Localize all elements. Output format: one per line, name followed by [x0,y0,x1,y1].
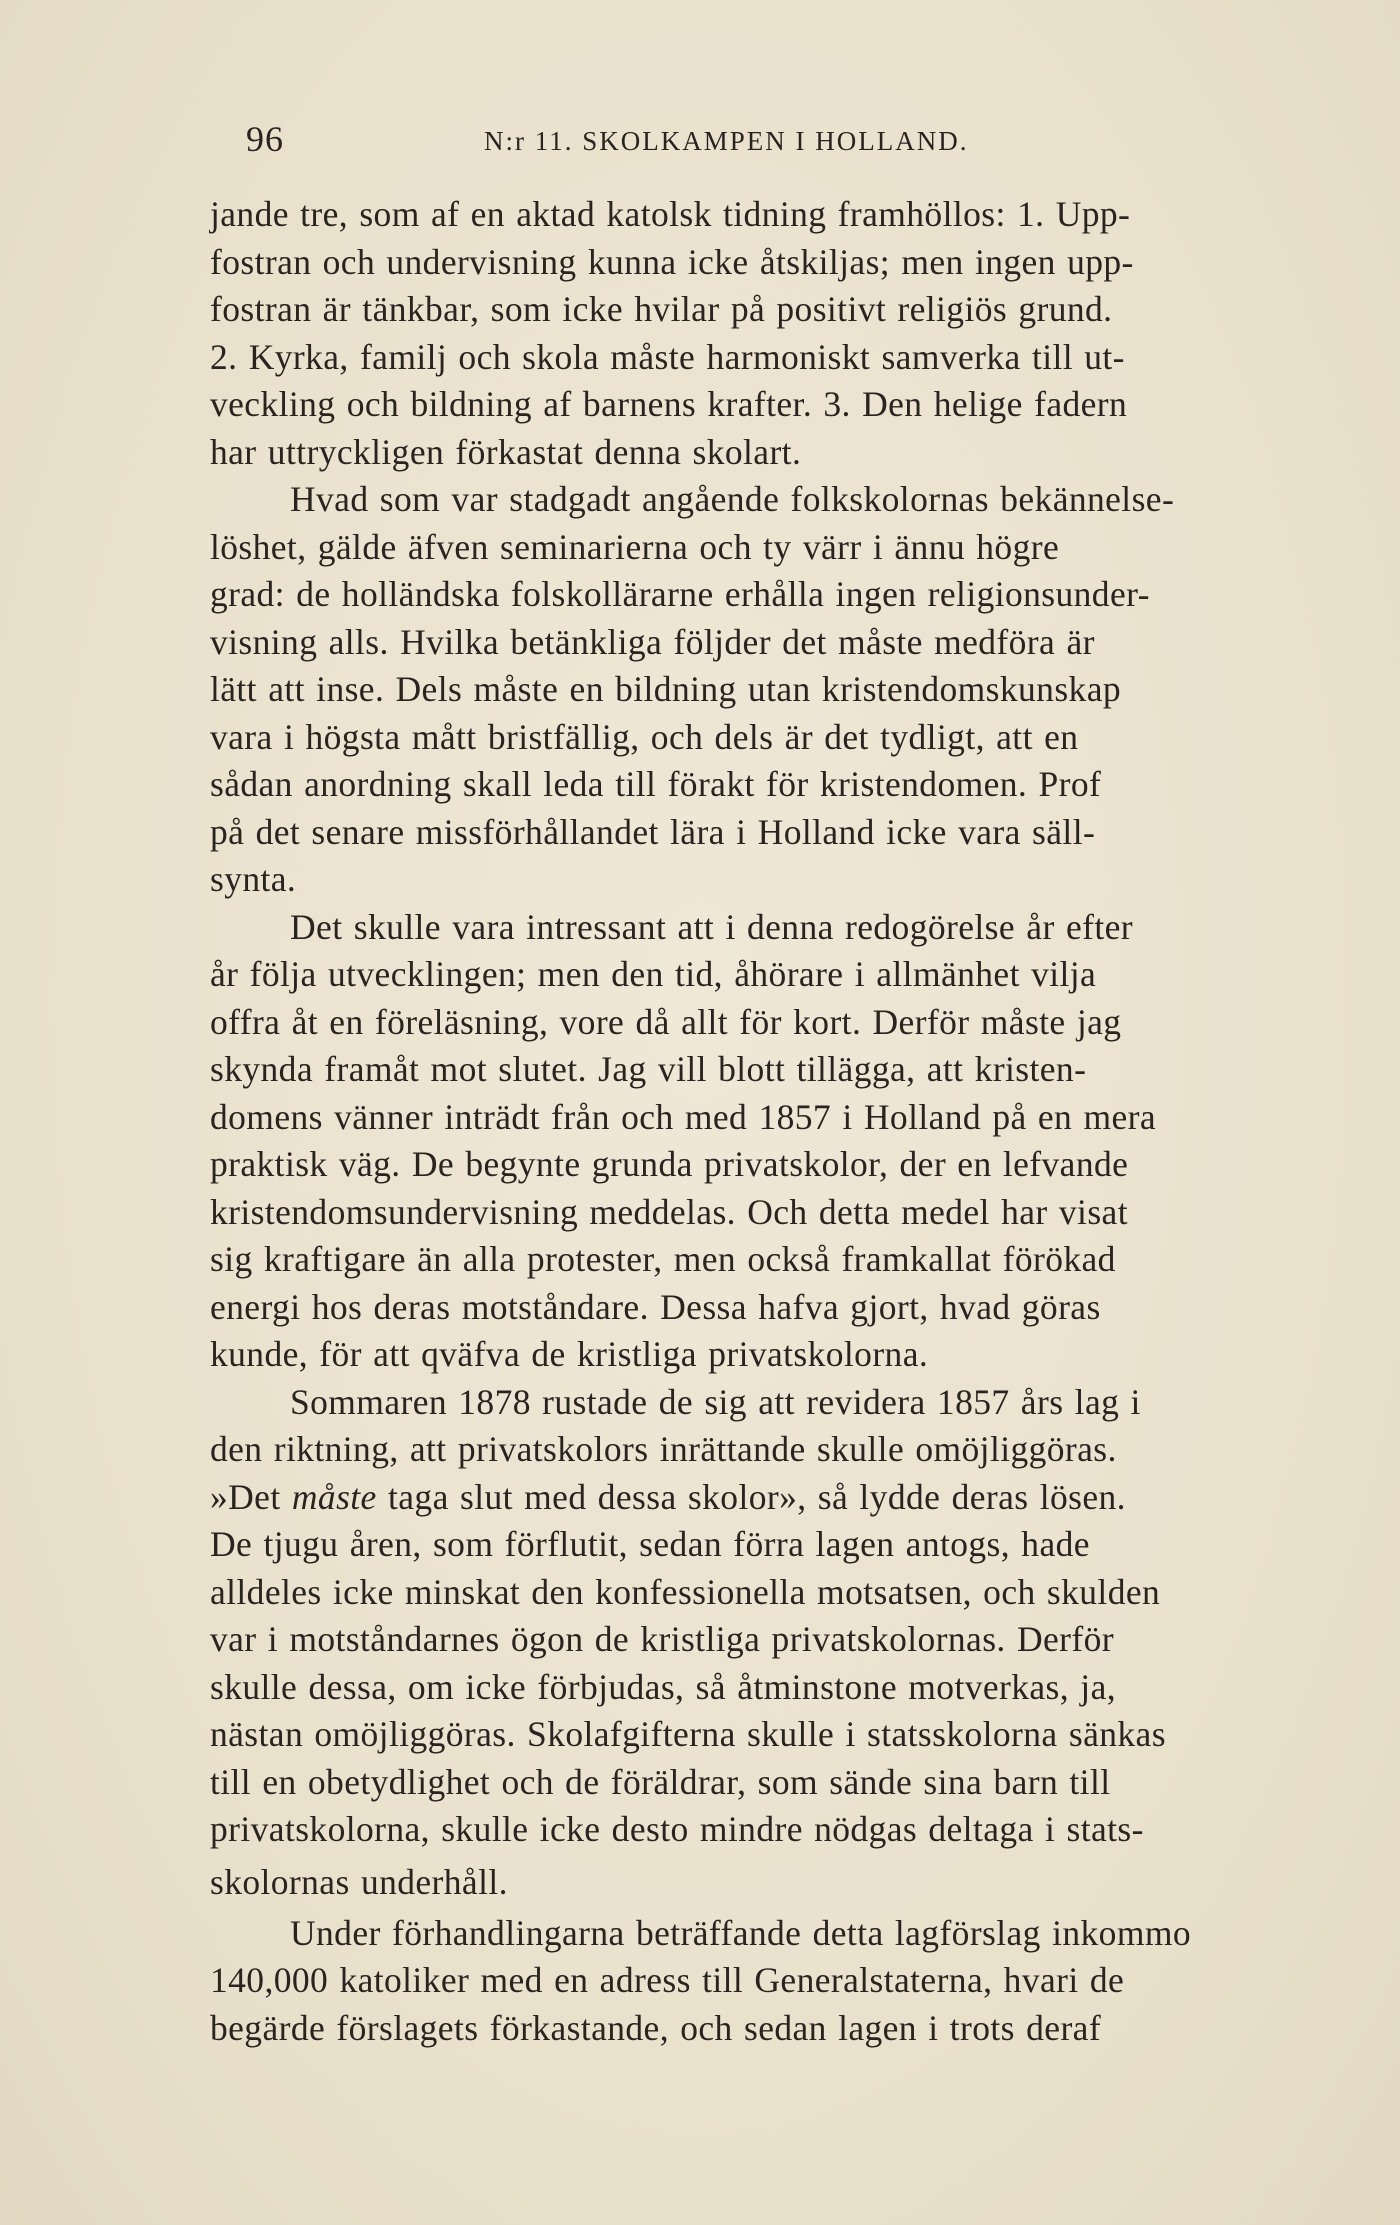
text-line: lätt att inse. Dels måste en bildning utan kristendomskunskap [210,669,1121,709]
text-line: kristendomsundervisning meddelas. Och detta medel har visat [210,1191,1128,1232]
text-line: visning alls. Hvilka betänkliga följder det måste medföra är [210,621,1095,662]
text-line: offra åt en föreläsning, vore då allt för kort. Derför måste jag [210,1001,1122,1042]
text-line: kunde, för att qväfva de kristliga privatskolorna. [210,1334,929,1374]
text-line: fostran är tänkbar, som icke hvilar på positivt religiös grund. [210,289,1113,329]
running-head: N:r 11. SKOLKAMPEN I HOLLAND. [484,126,969,156]
text-line: De tjugu åren, som förflutit, sedan förra lagen antogs, hade [210,1524,1090,1564]
text-line-with-emphasis [210,1474,1350,1522]
text-line: energi hos deras motståndare. Dessa hafva gjort, hvad göras [210,1286,1101,1327]
text-line: löshet, gälde äfven seminarierna och ty värr i ännu högre [210,526,1060,567]
text-line: sig kraftigare än alla protester, men också framkallat förökad [210,1239,1116,1279]
emphasized-word: måste [291,1476,377,1517]
page-header [246,118,1106,164]
text-line: privatskolorna, skulle icke desto mindre nödgas deltaga i stats- [210,1809,1144,1849]
text-line: skynda framåt mot slutet. Jag vill blott tillägga, att kristen- [210,1049,1087,1089]
text-line: sådan anordning skall leda till förakt för kristendomen. Prof [210,764,1102,804]
text-line: skulle dessa, om icke förbjudas, så åtminstone motverkas, ja, [210,1666,1117,1707]
body-text [210,191,1350,2052]
text-line: vara i högsta mått bristfällig, och dels är det tydligt, att en [210,716,1079,757]
text-line: skolornas underhåll. [210,1861,508,1902]
paragraph-start-line: Sommaren 1878 rustade de sig att revidera 1857 års lag i [290,1381,1141,1422]
text-line: synta. [210,859,297,899]
text-line: till en obetydlighet och de föräldrar, som sände sina barn till [210,1761,1111,1802]
text-line: domens vänner inträdt från och med 1857 i Holland på en mera [210,1096,1157,1137]
text-line: fostran och undervisning kunna icke åtskiljas; men ingen upp- [210,241,1134,282]
text-line: nästan omöjliggöras. Skolafgifterna skulle i statsskolorna sänkas [210,1714,1166,1754]
text-line: 140,000 katoliker med en adress till Generalstaterna, hvari de [210,1960,1125,2000]
text-line: har uttryckligen förkastat denna skolart. [210,431,802,472]
text-line: jande tre, som af en aktad katolsk tidning framhöllos: 1. Upp- [210,194,1131,234]
text-line: den riktning, att privatskolors inrättande skulle omöjliggöras. [210,1429,1117,1469]
text-line: 2. Kyrka, familj och skola måste harmoniskt samverka till ut- [210,336,1125,377]
text-segment: taga slut med dessa skolor», så lydde deras lösen. [376,1476,1126,1517]
paragraph-start-line: Under förhandlingarna beträffande detta lagförslag inkommo [290,1912,1191,1953]
text-line: på det senare missförhållandet lära i Holland icke vara säll- [210,811,1096,852]
text-line: år följa utvecklingen; men den tid, åhörare i allmänhet vilja [210,954,1097,994]
paragraph-start-line: Hvad som var stadgadt angående folkskolornas bekännelse- [290,479,1175,519]
text-line: praktisk väg. De begynte grunda privatskolor, der en lefvande [210,1144,1129,1184]
page-number: 96 [246,119,284,159]
text-line: alldeles icke minskat den konfessionella motsatsen, och skulden [210,1571,1161,1612]
text-segment: »Det [210,1476,292,1517]
text-line: grad: de holländska folskollärarne erhålla ingen religionsunder- [210,574,1150,614]
text-line: var i motståndarnes ögon de kristliga privatskolornas. Derför [210,1619,1114,1659]
text-line: veckling och bildning af barnens krafter. 3. Den helige fadern [210,384,1128,424]
text-line: begärde förslagets förkastande, och sedan lagen i trots deraf [210,2007,1102,2048]
paragraph-start-line: Det skulle vara intressant att i denna redogörelse år efter [290,906,1133,947]
